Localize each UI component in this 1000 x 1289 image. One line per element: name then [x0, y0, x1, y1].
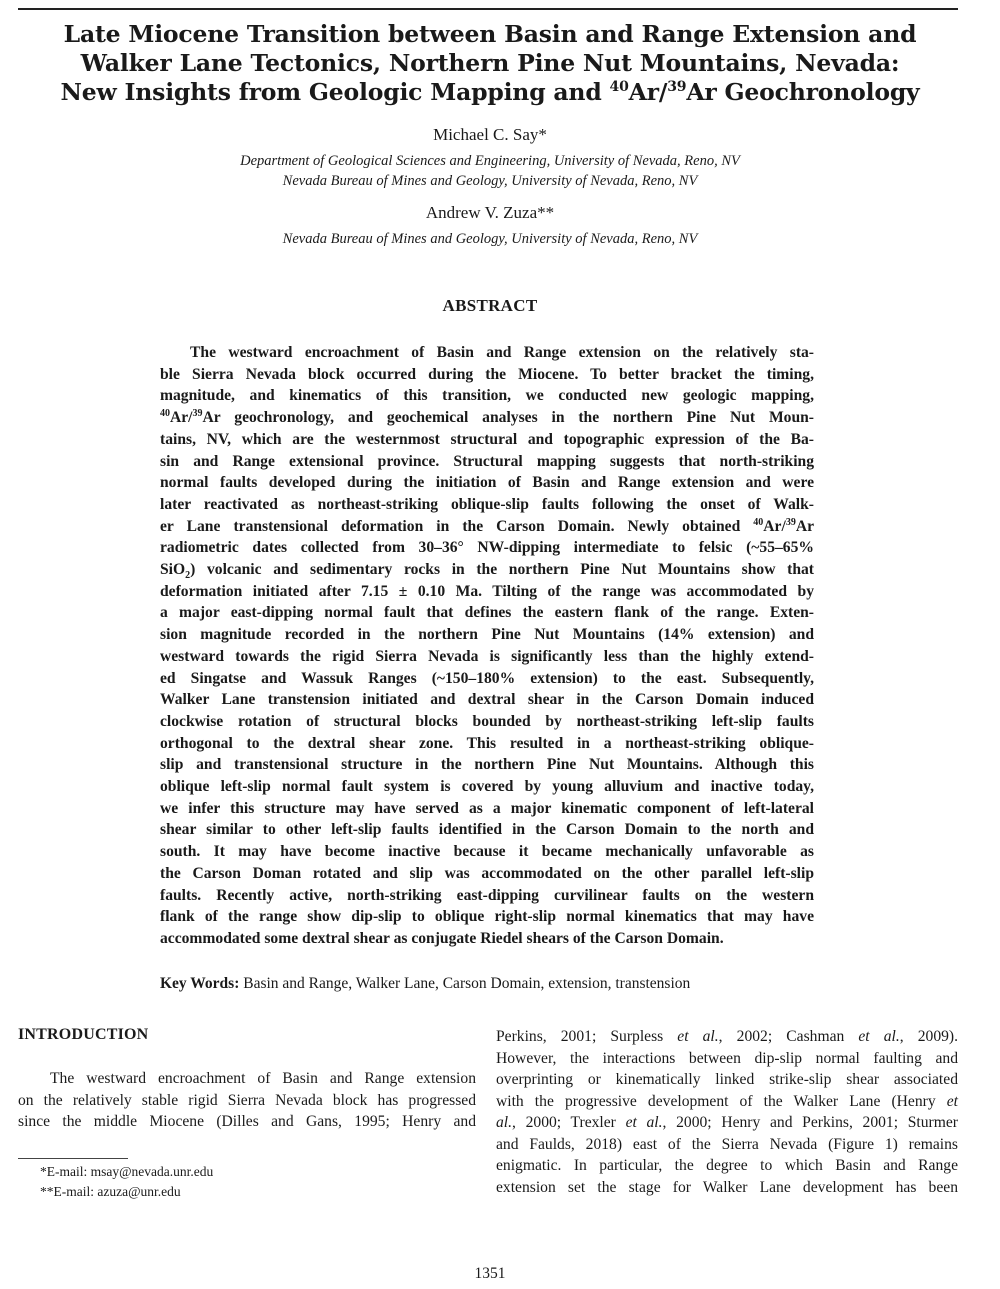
title-line-3: New Insights from Geologic Mapping and $^{40}$Ar/$^{39}$Ar Geochronology: [60, 78, 920, 106]
abstract-line: flank of the range show dip-slip to oblique right-slip normal kinematics that may have: [160, 908, 814, 926]
abstract-line: radiometric dates collected from 30–36° NW-dipping intermediate to felsic (~55–65%: [160, 539, 814, 557]
keywords: [160, 975, 860, 993]
abstract-line: we infer this structure may have served as a major kinematic component of left-lateral: [160, 799, 814, 817]
footnotes: [40, 1162, 213, 1202]
author-affiliation-1a: Department of Geological Sciences and Engineering, University of Nevada, Reno, NV: [240, 153, 740, 169]
intro-right-line: Perkins, 2001; Surpless et al., 2002; Cashman et al., 2009).: [496, 1028, 959, 1045]
author-name-1: Michael C. Say*: [433, 125, 547, 144]
intro-right-line: and Faulds, 2018) east of the Sierra Nevada (Figure 1) remains: [496, 1135, 958, 1153]
top-rule: [18, 8, 958, 10]
footnote-rule: [18, 1158, 128, 1159]
title-line-2: Walker Lane Tectonics, Northern Pine Nut Mountains, Nevada:: [80, 49, 900, 77]
author-name-2: Andrew V. Zuza**: [425, 203, 555, 222]
intro-right-column: [496, 1026, 958, 1198]
abstract-line: $^{40}$Ar/$^{39}$Ar geochronology, and geochemical analyses in the northern Pine Nut Moun-: [160, 407, 814, 427]
abstract-line: oblique left-slip normal fault system is covered by young alluvium and inactive today,: [160, 778, 814, 796]
abstract-line: south. It may have become inactive because it became mechanically unfavorable as: [160, 843, 814, 861]
paper-title: [40, 20, 940, 107]
abstract-line: SiO$_2$) volcanic and sedimentary rocks in the northern Pine Nut Mountains show that: [160, 561, 814, 582]
abstract-line: clockwise rotation of structural blocks bounded by northeast-striking left-slip faults: [160, 712, 814, 730]
abstract-line: tains, NV, which are the westernmost structural and topographic expression of the Ba-: [160, 430, 814, 448]
abstract-line: later reactivated as northeast-striking oblique-slip faults following the onset of Walk-: [160, 495, 814, 513]
abstract-heading: ABSTRACT: [442, 296, 538, 315]
intro-left-column: [18, 1068, 476, 1133]
abstract-line: shear similar to other left-slip faults identified in the Carson Domain to the north and: [160, 821, 814, 839]
intro-right-line: al., 2000; Trexler et al., 2000; Henry and Perkins, 2001; Sturmer: [496, 1114, 958, 1131]
abstract-line: deformation initiated after 7.15 ± 0.10 Ma. Tilting of the range was accommodated by: [160, 582, 814, 600]
abstract-line: The westward encroachment of Basin and Range extension on the relatively sta-: [190, 344, 814, 361]
abstract-line: ed Singatse and Wassuk Ranges (~150–180% extension) to the east. Subsequently,: [160, 669, 814, 687]
author-affiliation-2: Nevada Bureau of Mines and Geology, University of Nevada, Reno, NV: [282, 231, 698, 247]
intro-right-line: extension set the stage for Walker Lane development has been: [496, 1178, 958, 1196]
abstract-body: [160, 342, 814, 950]
intro-right-line: However, the interactions between dip-slip normal faulting and: [496, 1049, 958, 1067]
keywords-label: Key Words:: [160, 975, 240, 992]
abstract-line: sion magnitude recorded in the northern Pine Nut Mountains (14% extension) and: [160, 626, 814, 644]
abstract-line: ble Sierra Nevada block occurred during the Miocene. To better bracket the timing,: [160, 365, 814, 383]
abstract-line: accommodated some dextral shear as conjugate Riedel shears of the Carson Domain.: [160, 929, 724, 947]
abstract-line: faults. Recently active, north-striking east-dipping curvilinear faults on the western: [160, 886, 814, 904]
intro-right-line: with the progressive development of the Walker Lane (Henry et: [496, 1092, 958, 1110]
abstract-line: orthogonal to the dextral shear zone. This resulted in a northeast-striking oblique-: [160, 734, 814, 752]
abstract-line: magnitude, and kinematics of this transition, we conducted new geologic mapping,: [160, 387, 814, 405]
introduction-heading: INTRODUCTION: [18, 1026, 149, 1043]
abstract-line: normal faults developed during the initiation of Basin and Range extension and were: [160, 474, 814, 492]
author-affiliation-1b: Nevada Bureau of Mines and Geology, University of Nevada, Reno, NV: [282, 173, 698, 189]
page-number: 1351: [474, 1265, 506, 1282]
intro-right-line: enigmatic. In particular, the degree to which Basin and Range: [496, 1157, 958, 1174]
intro-left-line: on the relatively stable rigid Sierra Nevada block has progressed: [18, 1091, 476, 1109]
intro-left-line: since the middle Miocene (Dilles and Gans, 1995; Henry and: [18, 1113, 476, 1130]
abstract-line: a major east-dipping normal fault that defines the eastern flank of the range. Exten-: [160, 604, 814, 622]
title-line-1: Late Miocene Transition between Basin and Range Extension and: [63, 20, 917, 48]
intro-left-line: The westward encroachment of Basin and Range extension: [50, 1070, 476, 1087]
intro-right-line: overprinting or kinematically linked strike-slip shear associated: [496, 1071, 958, 1088]
abstract-line: Walker Lane transtension initiated and dextral shear in the Carson Domain induced: [160, 691, 814, 709]
abstract-line: sin and Range extensional province. Structural mapping suggests that north-striking: [160, 452, 814, 470]
abstract-line: westward towards the rigid Sierra Nevada is significantly less than the highly extend-: [160, 647, 814, 665]
abstract-line: er Lane transtensional deformation in the Carson Domain. Newly obtained $^{40}$Ar/$^{39}$Ar: [160, 516, 814, 535]
keywords-text: Basin and Range, Walker Lane, Carson Domain, extension, transtension: [239, 975, 691, 992]
footnote-email-2: **E-mail: azuza@unr.edu: [40, 1184, 181, 1199]
abstract-line: the Carson Doman rotated and slip was accommodated on the other parallel left-slip: [160, 864, 814, 882]
abstract-line: slip and transtensional structure in the northern Pine Nut Mountains. Although this: [160, 756, 814, 774]
footnote-email-1: *E-mail: msay@nevada.unr.edu: [40, 1164, 214, 1179]
